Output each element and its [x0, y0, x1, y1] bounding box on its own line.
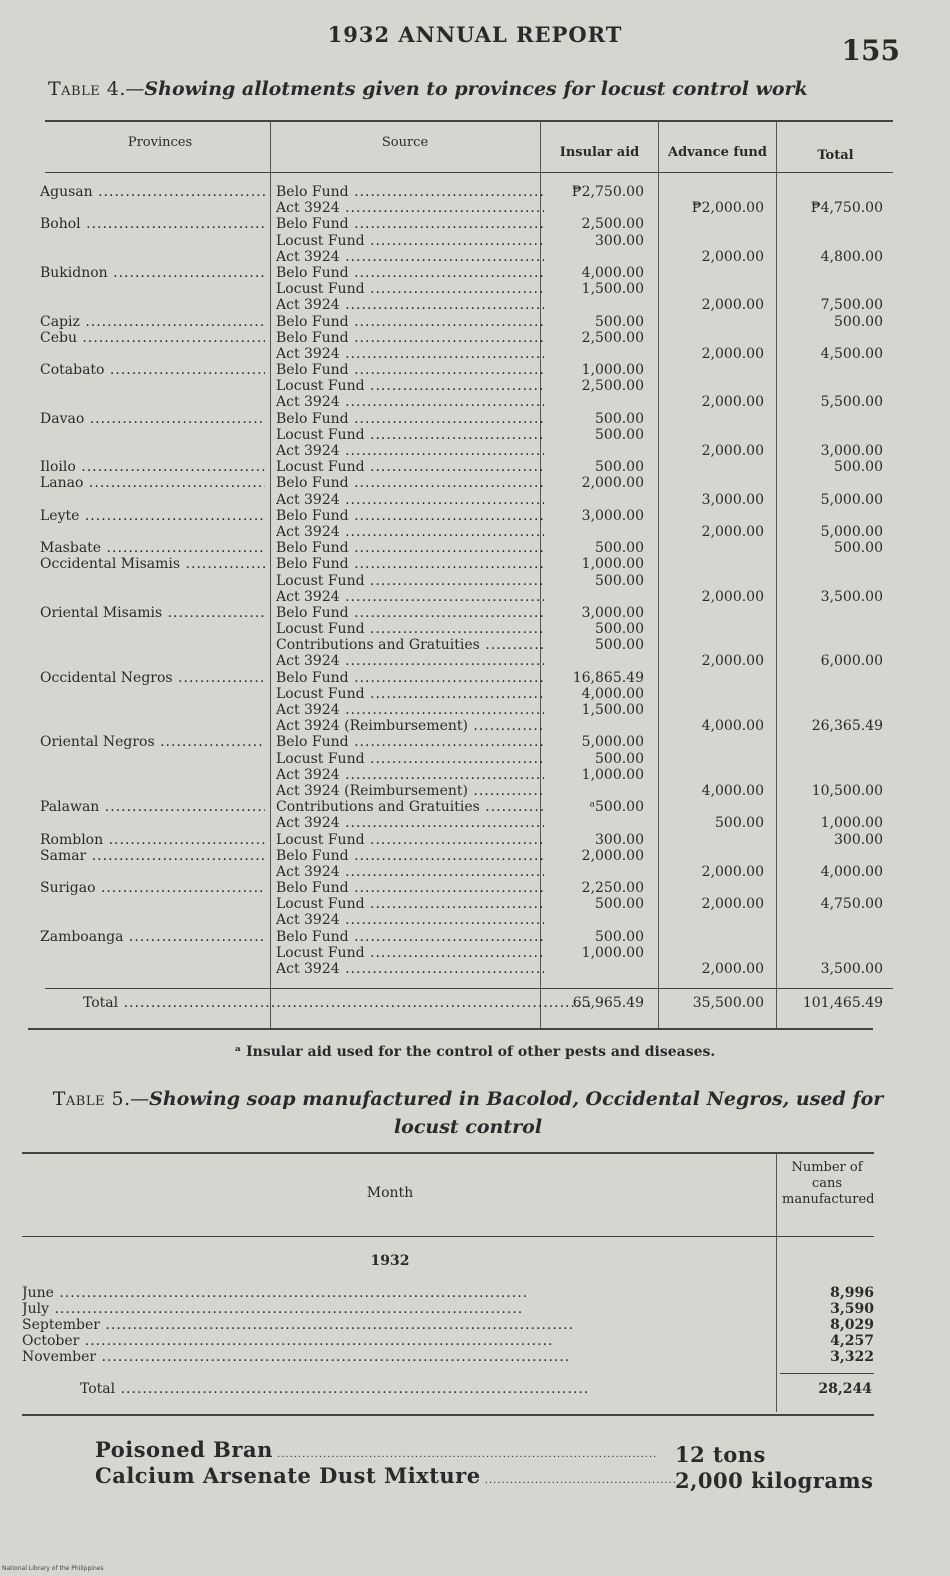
table-row: [28, 573, 888, 589]
table-row: [28, 670, 888, 686]
insular-aid-cell: 2,000.00: [581, 475, 644, 492]
source-cell: Act 3924 .....: [276, 297, 544, 313]
page-number: 155: [841, 34, 900, 67]
insular-aid-cell: 2,500.00: [581, 216, 644, 233]
source-cell: Act 3924 .....: [276, 443, 544, 459]
supply-item: Calcium Arsenate Dust Mixture .....: [95, 1463, 675, 1488]
advance-fund-cell: 2,000.00: [701, 896, 764, 913]
table-row: [28, 653, 888, 669]
month-cell: November .....: [22, 1349, 767, 1365]
province-cell: Surigao .....: [40, 880, 265, 896]
insular-aid-cell: 500.00: [595, 621, 644, 638]
table4-caption: Table 4.—Showing allotments given to provinces for locust control work: [48, 78, 808, 100]
advance-fund-cell: 3,000.00: [701, 491, 764, 508]
insular-aid-cell: ᵃ500.00: [589, 799, 644, 816]
total-cell: 4,750.00: [820, 896, 883, 913]
source-cell: Act 3924 .....: [276, 346, 544, 362]
table-row: [28, 540, 888, 556]
insular-aid-cell: 2,500.00: [581, 378, 644, 395]
insular-aid-cell: 500.00: [595, 410, 644, 427]
province-cell: Occidental Misamis .....: [40, 556, 265, 572]
total-cell: 5,500.00: [820, 394, 883, 411]
table-row: [28, 848, 888, 864]
table4-title: Showing allotments given to provinces for locust control work: [144, 78, 808, 100]
source-cell: Locust Fund .....: [276, 281, 544, 297]
total-cell: ₱4,750.00: [810, 200, 883, 217]
table4-bottom-rule: [28, 1028, 873, 1030]
table5-title: Showing soap manufactured in Bacolod, Occidental Negros, used for locust control: [149, 1088, 884, 1138]
source-cell: Locust Fund .....: [276, 378, 544, 394]
table-row: [28, 880, 888, 896]
table-row: [28, 443, 888, 459]
total-cell: 500.00: [834, 540, 883, 557]
advance-fund-cell: 2,000.00: [701, 961, 764, 977]
supply-amount: 12 tons: [675, 1442, 766, 1467]
advance-fund-cell: 2,000.00: [701, 394, 764, 411]
source-cell: Locust Fund .....: [276, 832, 544, 848]
advance-fund-cell: 2,000.00: [701, 248, 764, 265]
insular-aid-cell: 2,500.00: [581, 329, 644, 346]
table5-total-row: [80, 1381, 870, 1399]
province-cell: Masbate .....: [40, 540, 265, 556]
province-cell: Agusan .....: [40, 184, 265, 200]
total-cell: 500.00: [834, 459, 883, 476]
source-cell: Act 3924 .....: [276, 961, 544, 977]
source-cell: Locust Fund .....: [276, 945, 544, 961]
source-cell: Belo Fund .....: [276, 670, 544, 686]
source-cell: Belo Fund .....: [276, 362, 544, 378]
insular-aid-cell: 1,500.00: [581, 702, 644, 718]
table5-top-rule: [22, 1152, 874, 1154]
table-row: [28, 346, 888, 362]
month-cell: October .....: [22, 1333, 767, 1349]
province-cell: Zamboanga .....: [40, 929, 265, 945]
source-cell: Act 3924 (Reimbursement) .....: [276, 783, 544, 799]
source-cell: Belo Fund .....: [276, 330, 544, 346]
table5-label: Table 5: [52, 1088, 125, 1110]
advance-fund-cell: 2,000.00: [701, 588, 764, 605]
table-row: [28, 621, 888, 637]
month-cell: June .....: [22, 1285, 767, 1301]
total-cell: 5,000.00: [820, 491, 883, 508]
source-cell: Act 3924 .....: [276, 702, 544, 718]
running-title: 1932 ANNUAL REPORT: [327, 22, 623, 47]
table-row: [28, 767, 888, 783]
table5-sum-rule: [780, 1373, 874, 1374]
table5-total-label: Total .....: [80, 1381, 760, 1397]
table-row: [22, 1349, 882, 1365]
source-cell: Belo Fund .....: [276, 605, 544, 621]
province-cell: Davao .....: [40, 411, 265, 427]
source-cell: Act 3924 .....: [276, 249, 544, 265]
col-advance-fund: Advance fund: [668, 145, 767, 160]
advance-fund-cell: 500.00: [715, 815, 764, 832]
table-row: [28, 686, 888, 702]
insular-aid-cell: 500.00: [595, 540, 644, 557]
supply-item: Poisoned Bran .....: [95, 1437, 675, 1462]
total-cell: 1,000.00: [820, 815, 883, 832]
source-cell: Act 3924 .....: [276, 589, 544, 605]
insular-aid-cell: 500.00: [595, 459, 644, 476]
source-cell: Act 3924 .....: [276, 524, 544, 540]
table-row: [28, 233, 888, 249]
total-cell: 7,500.00: [820, 297, 883, 314]
insular-aid-cell: 500.00: [595, 637, 644, 654]
table-row: [22, 1333, 882, 1349]
cans-cell: 3,590: [830, 1301, 874, 1317]
table4-total-rule: [45, 988, 893, 989]
source-cell: Contributions and Gratuities .....: [276, 799, 544, 815]
insular-aid-cell: 1,500.00: [581, 281, 644, 298]
source-cell: Belo Fund .....: [276, 540, 544, 556]
insular-aid-cell: 5,000.00: [581, 734, 644, 751]
table4-footnote: ᵃ Insular aid used for the control of other pests and diseases.: [234, 1044, 716, 1060]
cans-cell: 8,029: [830, 1317, 874, 1333]
insular-aid-cell: ₱2,750.00: [571, 184, 644, 200]
table5-caption: Table 5.—Showing soap manufactured in Bacolod, Occidental Negros, used for locust control: [52, 1088, 884, 1138]
table-row: [28, 492, 888, 508]
source-cell: Act 3924 .....: [276, 864, 544, 880]
insular-aid-cell: 1,000.00: [581, 944, 644, 961]
table-row: [28, 330, 888, 346]
table-row: [22, 1301, 882, 1317]
col-provinces: Provinces: [127, 135, 193, 150]
cans-cell: 3,322: [830, 1349, 874, 1365]
advance-fund-cell: 2,000.00: [701, 653, 764, 670]
table-row: [28, 589, 888, 605]
total-cell: 3,500.00: [820, 961, 883, 977]
table-row: [28, 459, 888, 475]
col-insular-aid: Insular aid: [559, 145, 640, 160]
source-cell: Act 3924 .....: [276, 815, 544, 831]
source-cell: Act 3924 .....: [276, 200, 544, 216]
source-cell: Act 3924 .....: [276, 394, 544, 410]
insular-aid-cell: 1,000.00: [581, 362, 644, 379]
province-cell: Bukidnon .....: [40, 265, 265, 281]
table-row: [28, 637, 888, 653]
table-row: [28, 799, 888, 815]
insular-aid-cell: 3,000.00: [581, 604, 644, 621]
advance-fund-cell: 2,000.00: [701, 297, 764, 314]
total-advance: 35,500.00: [692, 995, 764, 1011]
table4-total-row: [28, 995, 888, 1015]
insular-aid-cell: 1,000.00: [581, 556, 644, 573]
insular-aid-cell: 1,000.00: [581, 766, 644, 783]
table4-top-rule: [45, 120, 893, 122]
source-cell: Belo Fund .....: [276, 556, 544, 572]
province-cell: Leyte .....: [40, 508, 265, 524]
insular-aid-cell: 3,000.00: [581, 507, 644, 524]
source-cell: Belo Fund .....: [276, 265, 544, 281]
table-row: [28, 265, 888, 281]
table-row: [28, 249, 888, 265]
source-cell: Belo Fund .....: [276, 929, 544, 945]
total-cell: 10,500.00: [811, 782, 883, 799]
total-cell: 4,500.00: [820, 345, 883, 362]
source-cell: Belo Fund .....: [276, 411, 544, 427]
province-cell: Cotabato .....: [40, 362, 265, 378]
source-cell: Belo Fund .....: [276, 880, 544, 896]
source-cell: Act 3924 (Reimbursement) .....: [276, 718, 544, 734]
total-label: Total .....: [83, 995, 592, 1011]
table-row: [28, 896, 888, 912]
insular-aid-cell: 500.00: [595, 572, 644, 589]
table-row: [28, 556, 888, 572]
table-row: [28, 783, 888, 799]
province-cell: Lanao .....: [40, 475, 265, 491]
table5-bottom-rule: [22, 1414, 874, 1416]
table-row: [28, 378, 888, 394]
table-row: [28, 832, 888, 848]
source-cell: Belo Fund .....: [276, 314, 544, 330]
province-cell: Oriental Misamis .....: [40, 605, 265, 621]
table5-header-rule: [22, 1236, 874, 1237]
source-cell: Locust Fund .....: [276, 621, 544, 637]
table-row: [28, 411, 888, 427]
advance-fund-cell: ₱2,000.00: [691, 200, 764, 217]
table4-header-rule: [45, 172, 893, 173]
source-cell: Belo Fund .....: [276, 848, 544, 864]
table5-year: 1932: [370, 1253, 410, 1269]
table-row: [22, 1285, 882, 1301]
total-insular: 65,965.49: [572, 995, 644, 1011]
source-cell: Belo Fund .....: [276, 184, 544, 200]
supply-amount: 2,000 kilograms: [675, 1468, 874, 1493]
table-row: [28, 734, 888, 750]
month-cell: September .....: [22, 1317, 767, 1333]
source-cell: Belo Fund .....: [276, 475, 544, 491]
table4-body: [28, 184, 888, 977]
insular-aid-cell: 500.00: [595, 928, 644, 945]
supply-line: [95, 1463, 873, 1493]
province-cell: Iloilo .....: [40, 459, 265, 475]
table-row: [28, 427, 888, 443]
table-row: [28, 864, 888, 880]
table-row: [28, 184, 888, 200]
advance-fund-cell: 2,000.00: [701, 863, 764, 880]
insular-aid-cell: 500.00: [595, 896, 644, 913]
col-total: Total: [817, 148, 854, 163]
table5-total-value: 28,244: [818, 1381, 872, 1397]
table-row: [28, 751, 888, 767]
total-cell: 3,000.00: [820, 443, 883, 459]
table-row: [28, 815, 888, 831]
province-cell: Palawan .....: [40, 799, 265, 815]
total-grand: 101,465.49: [802, 995, 883, 1011]
advance-fund-cell: 4,000.00: [701, 718, 764, 735]
source-cell: Locust Fund .....: [276, 896, 544, 912]
total-cell: 500.00: [834, 313, 883, 330]
source-cell: Act 3924 .....: [276, 767, 544, 783]
table-row: [28, 524, 888, 540]
table4-label: Table 4: [48, 78, 120, 100]
table-row: [28, 475, 888, 491]
table-row: [28, 961, 888, 977]
table-row: [28, 945, 888, 961]
col-month: Month: [366, 1185, 414, 1201]
table-row: [28, 216, 888, 232]
source-cell: Locust Fund .....: [276, 427, 544, 443]
table-row: [28, 297, 888, 313]
month-cell: July .....: [22, 1301, 767, 1317]
cans-cell: 4,257: [830, 1333, 874, 1349]
total-cell: 4,800.00: [820, 248, 883, 265]
source-cell: Locust Fund .....: [276, 751, 544, 767]
insular-aid-cell: 300.00: [595, 232, 644, 249]
province-cell: Bohol .....: [40, 216, 265, 232]
table-row: [28, 362, 888, 378]
table-row: [22, 1317, 882, 1333]
advance-fund-cell: 2,000.00: [701, 443, 764, 459]
table-row: [28, 605, 888, 621]
insular-aid-cell: 2,250.00: [581, 880, 644, 897]
source-cell: Act 3924 .....: [276, 653, 544, 669]
source-cell: Contributions and Gratuities .....: [276, 637, 544, 653]
total-cell: 300.00: [834, 831, 883, 848]
insular-aid-cell: 2,000.00: [581, 847, 644, 864]
advance-fund-cell: 2,000.00: [701, 523, 764, 540]
insular-aid-cell: 16,865.49: [572, 669, 644, 686]
source-cell: Belo Fund .....: [276, 216, 544, 232]
table-row: [28, 718, 888, 734]
cans-cell: 8,996: [830, 1285, 874, 1301]
province-cell: Samar .....: [40, 848, 265, 864]
insular-aid-cell: 500.00: [595, 426, 644, 443]
table5-body: [22, 1285, 882, 1365]
table-row: [28, 200, 888, 216]
table-row: [28, 314, 888, 330]
insular-aid-cell: 300.00: [595, 831, 644, 848]
source-cell: Act 3924 .....: [276, 492, 544, 508]
insular-aid-cell: 500.00: [595, 750, 644, 767]
insular-aid-cell: 4,000.00: [581, 685, 644, 702]
table-row: [28, 912, 888, 928]
table-row: [28, 394, 888, 410]
total-cell: 6,000.00: [820, 653, 883, 670]
province-cell: Oriental Negros .....: [40, 734, 265, 750]
source-cell: Belo Fund .....: [276, 734, 544, 750]
table-row: [28, 281, 888, 297]
total-cell: 5,000.00: [820, 523, 883, 540]
source-cell: Belo Fund .....: [276, 508, 544, 524]
source-cell: Locust Fund .....: [276, 573, 544, 589]
total-cell: 4,000.00: [820, 863, 883, 880]
col-source: Source: [381, 135, 429, 150]
table-row: [28, 508, 888, 524]
province-cell: Cebu .....: [40, 330, 265, 346]
source-cell: Locust Fund .....: [276, 686, 544, 702]
advance-fund-cell: 2,000.00: [701, 345, 764, 362]
source-cell: Act 3924 .....: [276, 912, 544, 928]
source-cell: Locust Fund .....: [276, 459, 544, 475]
col-cans: Number of cans manufactured: [782, 1160, 875, 1207]
total-cell: 3,500.00: [820, 588, 883, 605]
advance-fund-cell: 4,000.00: [701, 782, 764, 799]
province-cell: Romblon .....: [40, 832, 265, 848]
total-cell: 26,365.49: [811, 718, 883, 735]
table-row: [28, 702, 888, 718]
insular-aid-cell: 500.00: [595, 313, 644, 330]
scan-credit: National Library of the Philippines: [2, 1565, 104, 1572]
table-row: [28, 929, 888, 945]
province-cell: Capiz .....: [40, 314, 265, 330]
source-cell: Locust Fund .....: [276, 233, 544, 249]
insular-aid-cell: 4,000.00: [581, 264, 644, 281]
province-cell: Occidental Negros .....: [40, 670, 265, 686]
